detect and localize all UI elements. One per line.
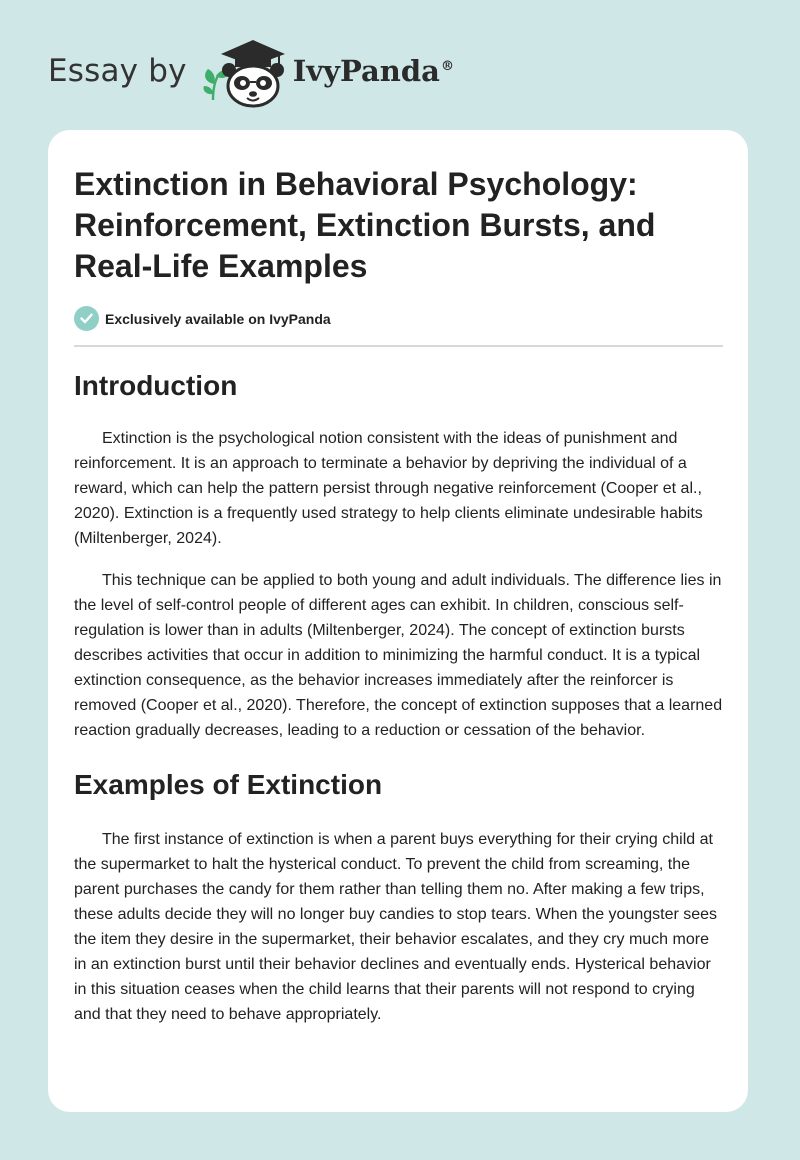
article-title: Extinction in Behavioral Psychology: Reinforcement, Extinction Bursts, and Real-Life Examples — [74, 166, 656, 284]
ivypanda-logo[interactable] — [199, 34, 287, 108]
brand-name-text: IvyPanda — [292, 54, 440, 88]
brand-prefix: Essay by — [48, 53, 187, 89]
section-heading-introduction: Introduction — [74, 370, 238, 401]
registered-mark: ® — [440, 59, 454, 75]
check-icon — [74, 306, 99, 331]
title-divider — [74, 345, 723, 347]
exclusive-badge-text: Exclusively available on IvyPanda — [105, 310, 331, 327]
site-header — [48, 34, 454, 108]
brand-name — [293, 54, 454, 88]
paragraph: This technique can be applied to both young and adult individuals. The difference lies in the level of self-control people of different ages can exhibit. In children, conscious self-regulation is lower than in adults (Miltenberger, 2024). The concept of extinction bursts describes activities that occur in addition to minimizing the harmful conduct. It is a typical extinction consequence, as the behavior increases immediately after the reinforcer is removed (Cooper et al., 2020). Therefore, the concept of extinction supposes that a learned reaction gradually decreases, leading to a reduction or cessation of the behavior. — [74, 572, 723, 739]
paragraph: Extinction is the psychological notion consistent with the ideas of punishment and reinforcement. It is an approach to terminate a behavior by depriving the individual of a reward, which can help the pattern persist through negative reinforcement (Cooper et al., 2020). Extinction is a frequently used strategy to help clients eliminate undesirable habits (Miltenberger, 2024). — [74, 430, 703, 547]
panda-graduate-icon — [199, 34, 287, 108]
paragraph: The first instance of extinction is when a parent buys everything for their crying child at the supermarket to halt the hysterical conduct. To prevent the child from screaming, the parent purchases the candy for them rather than telling them no. After making a few trips, these adults decide they will no longer buy candies to stop tears. When the youngster sees the item they desire in the supermarket, their behavior escalates, and they cry much more in an extinction burst until their behavior declines and eventually ends. Hysterical behavior in this situation ceases when the child learns that their parents will not respond to crying and that they need to behave appropriately. — [74, 831, 718, 1023]
article-body — [74, 366, 724, 1027]
article-card — [48, 130, 748, 1112]
exclusive-badge — [74, 306, 331, 331]
section-heading-examples: Examples of Extinction — [74, 769, 383, 800]
